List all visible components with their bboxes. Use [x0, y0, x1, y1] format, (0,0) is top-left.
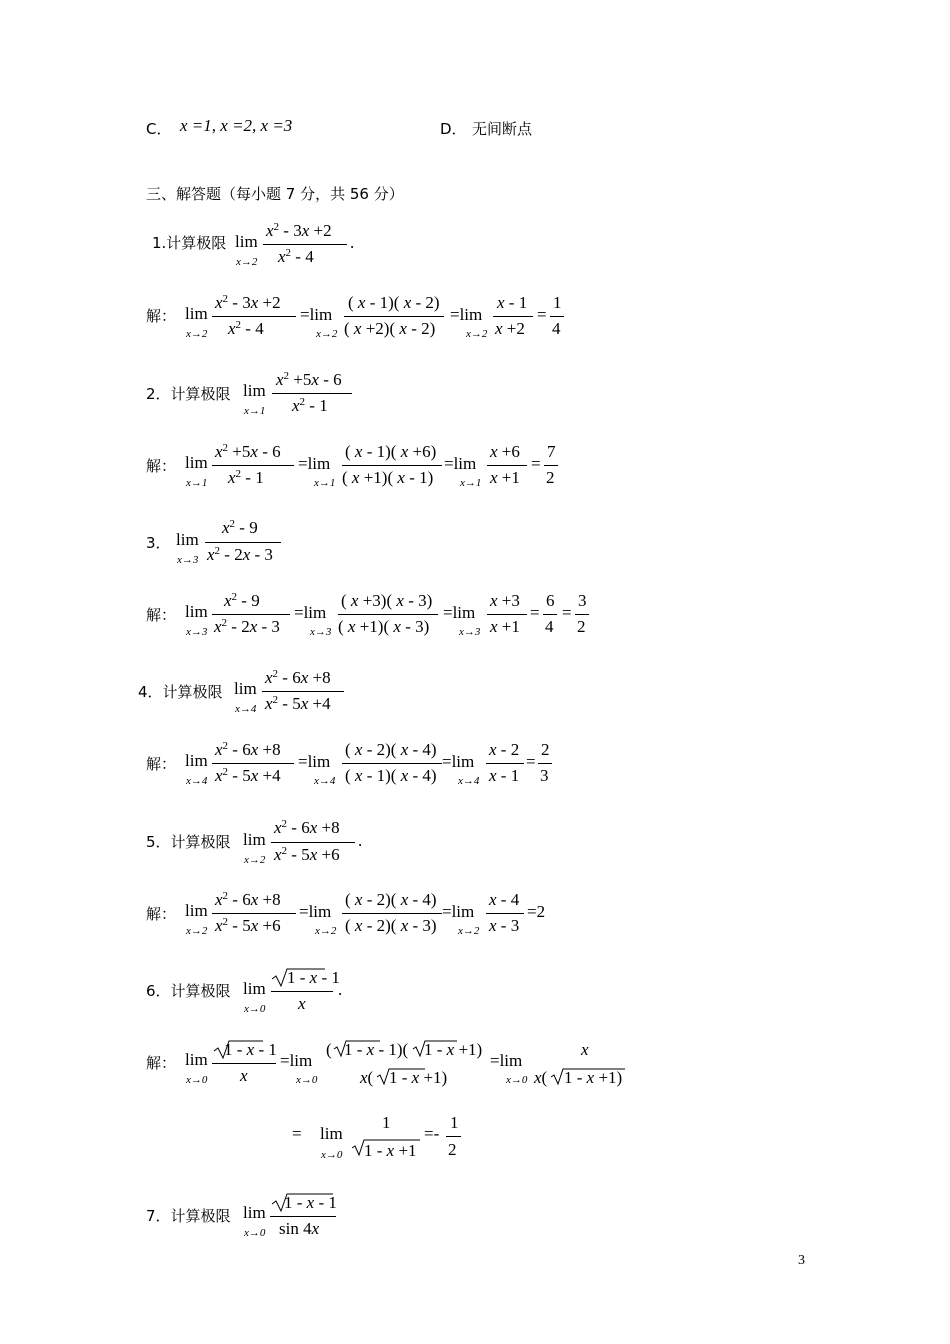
problem-4-label: 4．计算极限 — [138, 683, 223, 701]
svg-text:x: x — [298, 994, 306, 1013]
svg-text:x2 - 4: $x^2 - 4$ — [278, 247, 314, 266]
svg-text:1 - x - 1: 1 - x - 1 — [284, 1193, 337, 1212]
svg-text:x→2: x→2 — [458, 925, 480, 937]
svg-text:2: 2 — [577, 617, 586, 636]
svg-text:=: = — [526, 752, 536, 771]
svg-text:x2 - 6x +8: $x^2 - 6x +8$ — [274, 818, 340, 837]
svg-text:lim: lim — [185, 453, 208, 472]
svg-text:=lim: =lim — [300, 305, 333, 324]
svg-text:x2 - 6x +8: $x^2 - 6x +8$ — [215, 740, 281, 759]
svg-text:x→1: x→1 — [244, 405, 266, 417]
problem-1-label: 1.计算极限 — [152, 234, 227, 252]
problem-7-label: 7．计算极限 — [146, 1207, 231, 1225]
svg-text:x2 - 4: $x^2 - 4$ — [228, 319, 264, 338]
svg-text:lim: lim — [243, 381, 266, 400]
svg-text:=-: =- — [424, 1124, 440, 1143]
svg-text:.: . — [338, 980, 343, 999]
svg-text:x→1: x→1 — [314, 477, 336, 489]
svg-text:.: . — [350, 233, 355, 252]
problem-5-formula — [243, 818, 362, 866]
svg-text:x +2: x +2 — [495, 319, 525, 338]
svg-text:lim: lim — [185, 304, 208, 323]
svg-text:( x +3)( x - 3): ( x +3)( x - 3) — [341, 591, 433, 610]
problem-5-label: 5．计算极限 — [146, 833, 231, 851]
svg-text:x→0: x→0 — [244, 1227, 266, 1239]
svg-text:x - 3: x - 3 — [489, 916, 520, 935]
svg-text:x→2: x→2 — [244, 854, 266, 866]
solution-1-formula — [185, 293, 564, 340]
svg-text:x→4: x→4 — [186, 775, 208, 787]
svg-text:lim: lim — [243, 979, 266, 998]
svg-text:3: 3 — [540, 766, 549, 785]
svg-text:=lim: =lim — [442, 902, 475, 921]
svg-text:x→2: x→2 — [316, 328, 338, 340]
svg-text:x - 2: x - 2 — [489, 740, 520, 759]
svg-text:x→3: x→3 — [177, 554, 199, 566]
svg-text:sin 4x: sin 4x — [279, 1219, 320, 1238]
svg-text:lim: lim — [243, 1203, 266, 1222]
svg-text:x2 - 2x - 3: $x^2 - 2x - 3$ — [207, 545, 273, 564]
svg-text:( x - 1)( x - 2): ( x - 1)( x - 2) — [348, 293, 440, 312]
svg-text:x2 - 9: $x^2 - 9$ — [222, 518, 258, 537]
svg-text:x→0: x→0 — [506, 1074, 528, 1086]
svg-text:x2 +5x - 6: $x^2 +5x - 6$ — [276, 370, 342, 389]
problem-3-label: 3． — [146, 534, 171, 552]
svg-text:x→0: x→0 — [244, 1003, 266, 1015]
svg-text:=lim: =lim — [294, 603, 327, 622]
svg-text:lim: lim — [235, 232, 258, 251]
svg-text:x→2: x→2 — [466, 328, 488, 340]
svg-text:1 - x +1): 1 - x +1) — [424, 1040, 483, 1059]
option-c-text: x =1, x =2, x =3 — [180, 116, 293, 135]
solution-6-label: 解： — [146, 1054, 177, 1072]
option-d-text: 无间断点 — [472, 120, 533, 138]
svg-text:1 - x - 1: 1 - x - 1 — [287, 968, 340, 987]
svg-text:( x - 2)( x - 3): ( x - 2)( x - 3) — [345, 916, 437, 935]
problem-3-formula — [176, 518, 281, 566]
svg-text:=lim: =lim — [442, 752, 475, 771]
svg-text:x→0: x→0 — [296, 1074, 318, 1086]
svg-text:x2 - 2x - 3: $x^2 - 2x - 3$ — [214, 617, 280, 636]
svg-text:x→2: x→2 — [315, 925, 337, 937]
svg-text:( x +1)( x - 1): ( x +1)( x - 1) — [342, 468, 434, 487]
svg-text:x→1: x→1 — [460, 477, 482, 489]
svg-text:.: . — [358, 831, 363, 850]
svg-text:1: 1 — [553, 293, 562, 312]
problem-2-formula — [243, 370, 352, 417]
svg-text:=lim: =lim — [444, 454, 477, 473]
svg-text:=lim: =lim — [299, 902, 332, 921]
svg-text:x→0: x→0 — [321, 1149, 343, 1161]
svg-text:=lim: =lim — [280, 1051, 313, 1070]
svg-text:4: 4 — [552, 319, 561, 338]
svg-text:=2: =2 — [527, 902, 546, 921]
svg-text:lim: lim — [185, 1050, 208, 1069]
svg-text:x2 - 3x +2: $x^2 - 3x +2$ — [266, 221, 332, 240]
svg-text:( x - 2)( x - 4): ( x - 2)( x - 4) — [345, 890, 437, 909]
problem-7-formula — [243, 1193, 337, 1239]
svg-text:lim: lim — [234, 679, 257, 698]
svg-text:1: 1 — [382, 1113, 391, 1132]
solution-3-label: 解： — [146, 606, 177, 624]
solution-4-formula — [185, 740, 552, 787]
svg-text:( x +1)( x - 3): ( x +1)( x - 3) — [338, 617, 430, 636]
svg-text:x→4: x→4 — [458, 775, 480, 787]
problem-6-formula — [243, 968, 342, 1015]
svg-text:x→3: x→3 — [310, 626, 332, 638]
svg-text:x2 - 5x +6: $x^2 - 5x +6$ — [274, 845, 340, 864]
svg-text:x2 - 1: $x^2 - 1$ — [228, 468, 264, 487]
page-number: 3 — [798, 1253, 805, 1268]
problem-6-label: 6．计算极限 — [146, 982, 231, 1000]
option-d-label: D． — [440, 120, 467, 138]
solution-2-label: 解： — [146, 457, 177, 475]
svg-text:x2 - 5x +4: $x^2 - 5x +4$ — [265, 694, 331, 713]
svg-text:=: = — [531, 454, 541, 473]
svg-text:lim: lim — [243, 830, 266, 849]
svg-text:2: 2 — [541, 740, 550, 759]
svg-text:x2 - 5x +6: $x^2 - 5x +6$ — [215, 916, 281, 935]
svg-text:x→3: x→3 — [459, 626, 481, 638]
section-title: 三、解答题（每小题 7 分，共 56 分） — [146, 185, 404, 203]
svg-text:=: = — [292, 1124, 302, 1143]
svg-text:x: x — [240, 1066, 248, 1085]
solution-5-label: 解： — [146, 905, 177, 923]
svg-text:x2 +5x - 6: $x^2 +5x - 6$ — [215, 442, 281, 461]
svg-text:2: 2 — [448, 1140, 457, 1159]
problem-2-label: 2．计算极限 — [146, 385, 231, 403]
svg-text:x2 - 1: $x^2 - 1$ — [292, 396, 328, 415]
svg-text:x(: x( — [360, 1068, 374, 1087]
svg-text:=: = — [562, 603, 572, 622]
svg-text:x→2: x→2 — [186, 328, 208, 340]
svg-text:lim: lim — [320, 1124, 343, 1143]
solution-6-formula — [185, 1040, 625, 1161]
svg-text:x: x — [581, 1040, 589, 1059]
svg-text:( x - 2)( x - 4): ( x - 2)( x - 4) — [345, 740, 437, 759]
svg-text:x2 - 3x +2: $x^2 - 3x +2$ — [215, 293, 281, 312]
problem-1-formula — [235, 221, 354, 268]
svg-text:(: ( — [326, 1040, 332, 1059]
svg-text:=lim: =lim — [450, 305, 483, 324]
svg-text:x2 - 6x +8: $x^2 - 6x +8$ — [215, 890, 281, 909]
svg-text:x→3: x→3 — [186, 626, 208, 638]
svg-text:x→4: x→4 — [235, 703, 257, 715]
solution-3-formula — [185, 591, 589, 638]
problem-4-formula — [234, 668, 344, 715]
svg-text:x→0: x→0 — [186, 1074, 208, 1086]
svg-text:=: = — [530, 603, 540, 622]
svg-text:x2 - 9: $x^2 - 9$ — [224, 591, 260, 610]
solution-1-label: 解： — [146, 307, 177, 325]
svg-text:( x - 1)( x +6): ( x - 1)( x +6) — [345, 442, 437, 461]
svg-text:x +3: x +3 — [490, 591, 520, 610]
svg-text:6: 6 — [546, 591, 555, 610]
svg-text:lim: lim — [185, 751, 208, 770]
svg-text:x(: x( — [534, 1068, 548, 1087]
solution-2-formula — [185, 442, 558, 489]
svg-text:x - 1: x - 1 — [489, 766, 520, 785]
svg-text:x2 - 5x +4: $x^2 - 5x +4$ — [215, 766, 281, 785]
svg-text:1 - x +1): 1 - x +1) — [564, 1068, 623, 1087]
svg-text:1 - x - 1: 1 - x - 1 — [224, 1040, 277, 1059]
svg-text:x - 4: x - 4 — [489, 890, 520, 909]
svg-text:=lim: =lim — [298, 454, 331, 473]
svg-text:x→4: x→4 — [314, 775, 336, 787]
svg-text:1 - x +1): 1 - x +1) — [389, 1068, 448, 1087]
svg-text:=lim: =lim — [298, 752, 331, 771]
svg-text:=lim: =lim — [443, 603, 476, 622]
option-c-label: C． — [146, 120, 172, 138]
solution-4-label: 解： — [146, 755, 177, 773]
svg-text:x +1: x +1 — [490, 617, 520, 636]
svg-text:lim: lim — [185, 901, 208, 920]
svg-text:( x - 1)( x - 4): ( x - 1)( x - 4) — [345, 766, 437, 785]
svg-text:x - 1: x - 1 — [497, 293, 528, 312]
svg-text:1 - x - 1)(: 1 - x - 1)( — [344, 1040, 409, 1059]
svg-text:x +1: x +1 — [490, 468, 520, 487]
svg-text:( x +2)( x - 2): ( x +2)( x - 2) — [344, 319, 436, 338]
svg-text:3: 3 — [578, 591, 587, 610]
svg-text:2: 2 — [546, 468, 555, 487]
svg-text:x→2: x→2 — [236, 256, 258, 268]
svg-text:lim: lim — [185, 602, 208, 621]
svg-text:1 - x +1: 1 - x +1 — [364, 1141, 417, 1160]
svg-text:=lim: =lim — [490, 1051, 523, 1070]
solution-5-formula — [185, 890, 545, 937]
svg-text:7: 7 — [547, 442, 556, 461]
svg-text:x→2: x→2 — [186, 925, 208, 937]
svg-text:4: 4 — [545, 617, 554, 636]
svg-text:1: 1 — [450, 1113, 459, 1132]
svg-text:x2 - 6x +8: $x^2 - 6x +8$ — [265, 668, 331, 687]
svg-text:=: = — [537, 305, 547, 324]
svg-text:x→1: x→1 — [186, 477, 208, 489]
svg-text:lim: lim — [176, 530, 199, 549]
svg-text:x +6: x +6 — [490, 442, 520, 461]
